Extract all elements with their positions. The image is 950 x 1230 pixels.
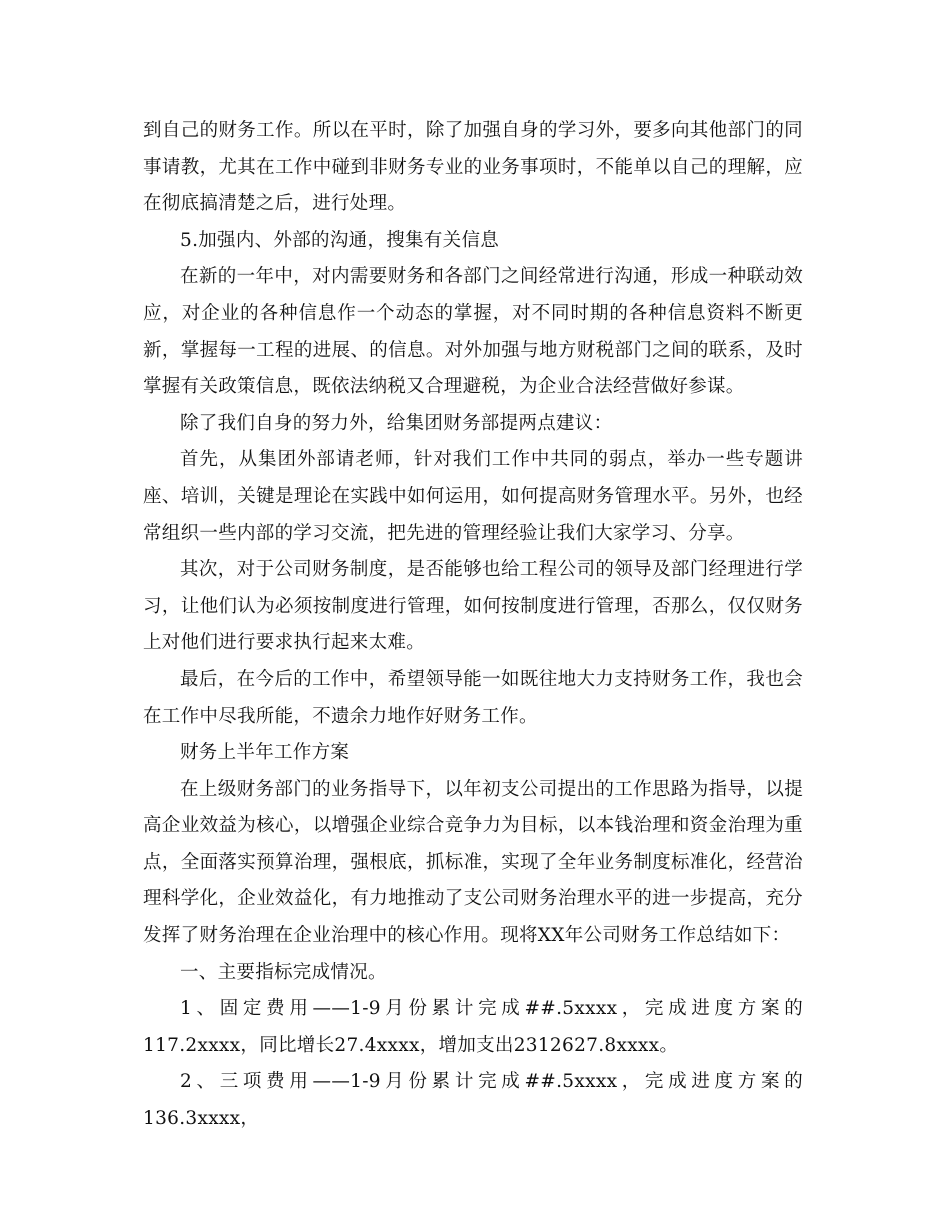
paragraph-continuation: 到自己的财务工作。所以在平时，除了加强自身的学习外，要多向其他部门的同事请教，尤其在工作中碰到非财务专业的业务事项时，不能单以自己的理解，应在彻底搞清楚之后，进行处理。	[143, 120, 803, 215]
paragraph-communication-body: 在新的一年中，对内需要财务和各部门之间经常进行沟通，形成一种联动效应，对企业的各种信息作一个动态的掌握，对不同时期的各种信息资料不断更新，掌握每一工程的进展、的信息。对外加强与地方财税部门之间的联系，及时掌握有关政策信息，既依法纳税又合理避税，为企业合法经营做好参谋。	[143, 266, 803, 398]
document-body	[143, 113, 803, 1138]
paragraph-suggestions-intro: 除了我们自身的努力外，给集团财务部提两点建议：	[180, 412, 613, 434]
paragraph-three-costs: 2、三项费用——1-9月份累计完成##.5xxxx，完成进度方案的136.3xxxx，	[143, 1071, 803, 1130]
paragraph-suggestion-last: 最后，在今后的工作中，希望领导能一如既往地大力支持财务工作，我也会在工作中尽我所能，不遗余力地作好财务工作。	[143, 668, 803, 727]
paragraph-suggestion-second: 其次，对于公司财务制度，是否能够也给工程公司的领导及部门经理进行学习，让他们认为必须按制度进行管理，如何按制度进行管理，否那么，仅仅财务上对他们进行要求执行起来太难。	[143, 559, 803, 654]
paragraph-section-title: 财务上半年工作方案	[180, 742, 350, 764]
paragraph-indicators-heading: 一、主要指标完成情况。	[180, 961, 387, 983]
paragraph-fixed-costs: 1、固定费用——1-9月份累计完成##.5xxxx，完成进度方案的117.2xxxx，同比增长27.4xxxx，增加支出2312627.8xxxx。	[143, 998, 803, 1056]
paragraph-heading-communication: 5.加强内、外部的沟通，搜集有关信息	[180, 229, 500, 251]
paragraph-suggestion-first: 首先，从集团外部请老师，针对我们工作中共同的弱点，举办一些专题讲座、培训，关键是理论在实践中如何运用，如何提高财务管理水平。另外，也经常组织一些内部的学习交流，把先进的管理经验让我们大家学习、分享。	[143, 449, 803, 544]
paragraph-summary-body: 在上级财务部门的业务指导下，以年初支公司提出的工作思路为指导，以提高企业效益为核心，以增强企业综合竞争力为目标，以本钱治理和资金治理为重点，全面落实预算治理，强根底，抓标准，实现了全年业务制度标准化，经营治理科学化，企业效益化，有力地推动了支公司财务治理水平的进一步提高，充分发挥了财务治理在企业治理中的核心作用。现将XX年公司财务工作总结如下：	[143, 778, 803, 947]
